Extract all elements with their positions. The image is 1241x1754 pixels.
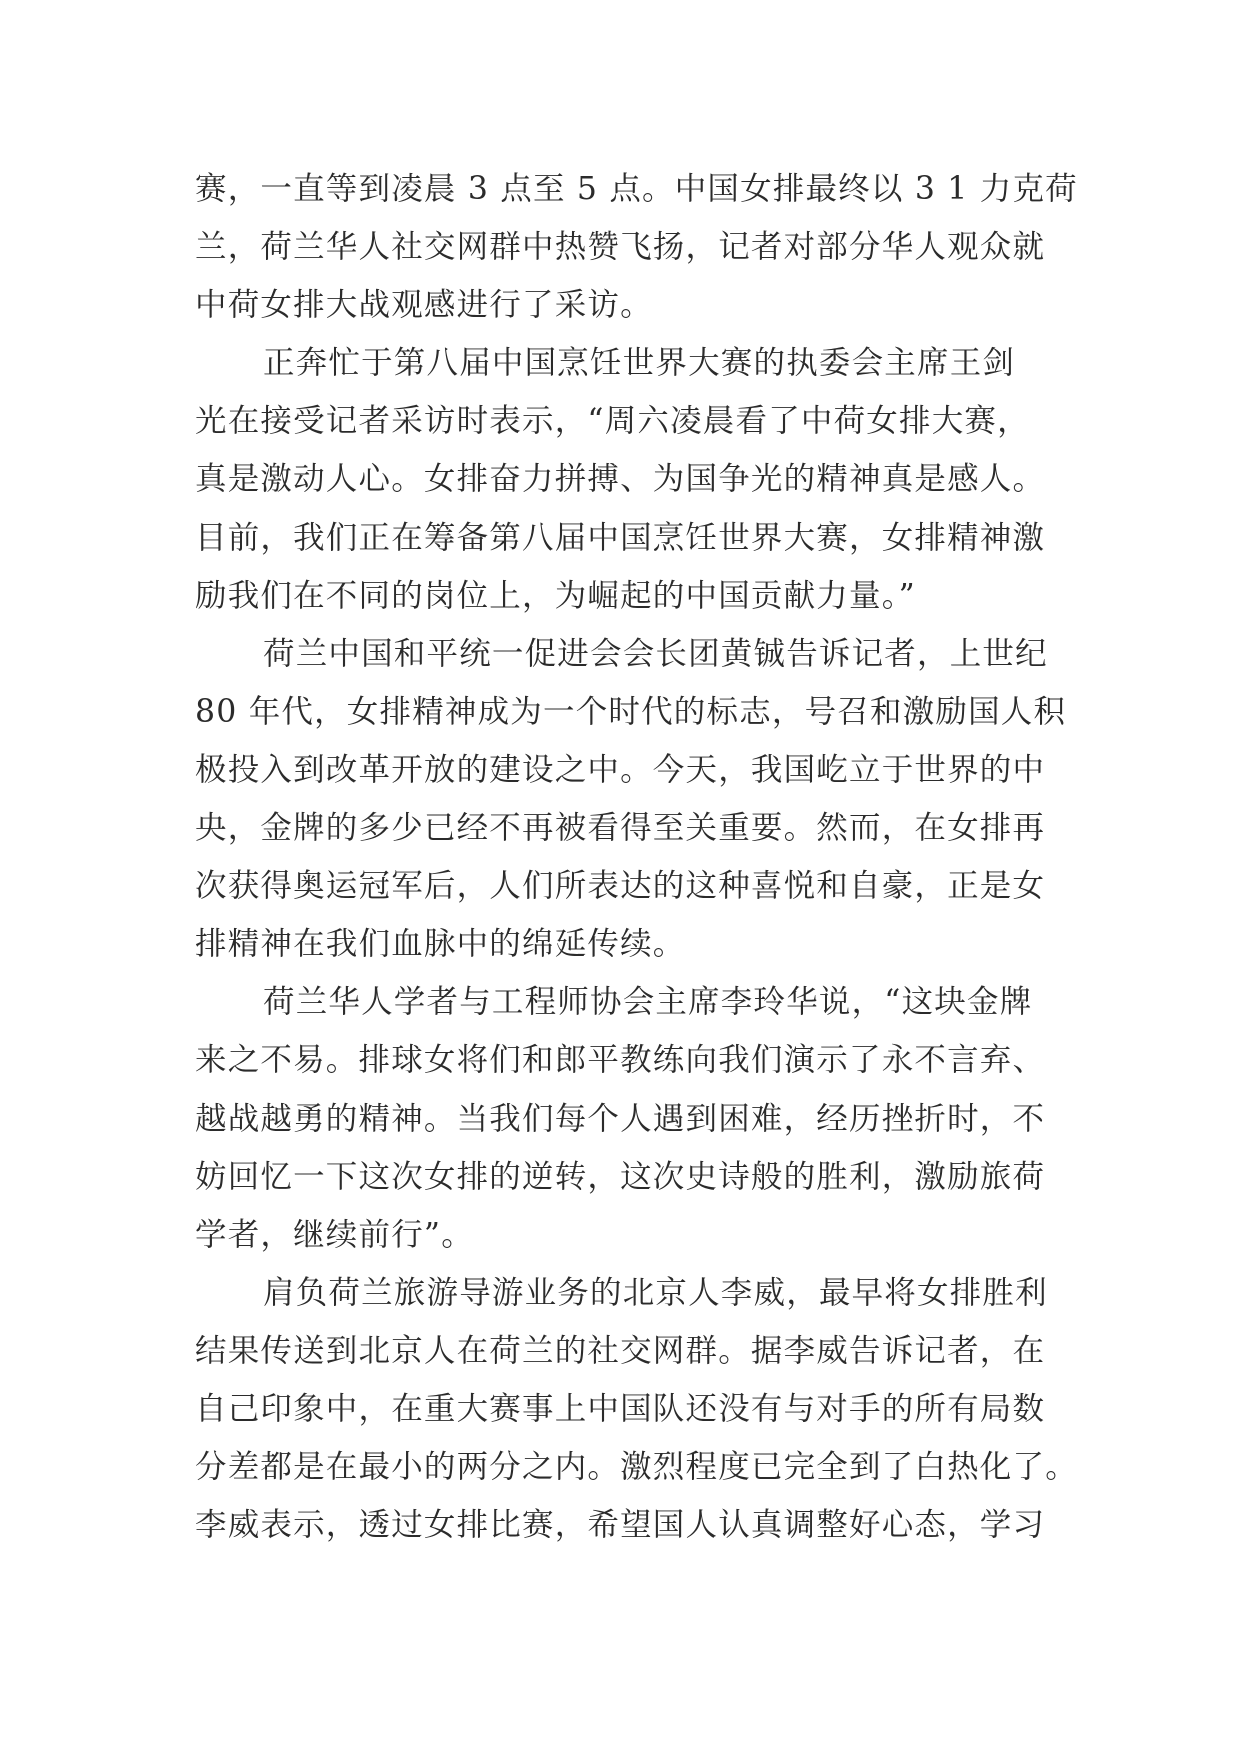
text-line: 励我们在不同的岗位上，为崛起的中国贡献力量。”: [195, 577, 916, 614]
text-line: 兰，荷兰华人社交网群中热赞飞扬，记者对部分华人观众就: [195, 229, 1046, 266]
text-line: 妨回忆一下这次女排的逆转，这次史诗般的胜利，激励旅荷: [195, 1158, 1046, 1195]
article-body: [195, 160, 1078, 1554]
text-line: 排精神在我们血脉中的绵延传续。: [195, 926, 686, 963]
paragraph-first-line: 荷兰华人学者与工程师协会主席李玲华说，“这块金牌: [263, 984, 1033, 1021]
text-line: 越战越勇的精神。当我们每个人遇到困难，经历挫折时，不: [195, 1100, 1046, 1137]
text-line: 分差都是在最小的两分之内。激烈程度已完全到了白热化了。: [195, 1449, 1078, 1486]
text-line: 自己印象中，在重大赛事上中国队还没有与对手的所有局数: [195, 1390, 1046, 1427]
text-line: 赛，一直等到凌晨 3 点至 5 点。中国女排最终以 3 1 力克荷: [195, 171, 1078, 207]
text-line: 中荷女排大战观感进行了采访。: [195, 287, 653, 324]
paragraph-first-line: 荷兰中国和平统一促进会会长团黄铖告诉记者，上世纪: [263, 635, 1048, 672]
paragraph-first-line: 肩负荷兰旅游导游业务的北京人李威，最早将女排胜利: [263, 1274, 1048, 1311]
text-line: 学者，继续前行”。: [195, 1216, 474, 1253]
text-line: 光在接受记者采访时表示，“周六凌晨看了中荷女排大赛，: [195, 403, 1030, 440]
text-line: 80 年代，女排精神成为一个时代的标志，号召和激励国人积: [195, 693, 1067, 730]
text-line: 来之不易。排球女将们和郎平教练向我们演示了永不言弃、: [195, 1042, 1046, 1079]
text-line: 目前，我们正在筹备第八届中国烹饪世界大赛，女排精神激: [195, 519, 1046, 556]
text-line: 极投入到改革开放的建设之中。今天，我国屹立于世界的中: [195, 751, 1046, 788]
text-line: 次获得奥运冠军后，人们所表达的这种喜悦和自豪，正是女: [195, 868, 1046, 905]
paragraph-first-line: 正奔忙于第八届中国烹饪世界大赛的执委会主席王剑: [263, 345, 1016, 382]
text-line: 真是激动人心。女排奋力拼搏、为国争光的精神真是感人。: [195, 461, 1046, 498]
text-line: 结果传送到北京人在荷兰的社交网群。据李威告诉记者，在: [195, 1332, 1046, 1369]
text-line: 央，金牌的多少已经不再被看得至关重要。然而，在女排再: [195, 810, 1046, 847]
text-line: 李威表示，透过女排比赛，希望国人认真调整好心态，学习: [195, 1507, 1046, 1544]
